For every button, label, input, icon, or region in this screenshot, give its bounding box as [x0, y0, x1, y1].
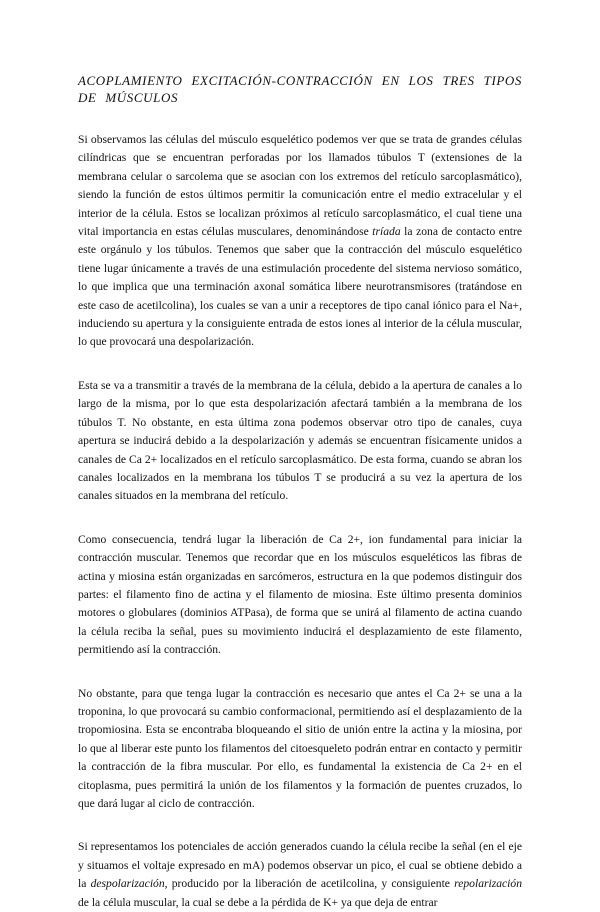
paragraph-3: Como consecuencia, tendrá lugar la liberación de Ca 2+, ion fundamental para iniciar la contracción muscular. Tenemos que recordar que en los músculos esqueléticos las fibras de actina y miosina están organizadas en sarcómeros, estructura en la que podemos distinguir dos partes: el filamento fino de actina y el filamento de miosina. Este último presenta dominios motores o globulares (dominios ATPasa), de forma que se unirá al filamento de actina cuando la célula reciba la señal, pues su movimiento inducirá el desplazamiento de este filamento, permitiendo así la contracción.	[78, 532, 522, 657]
paragraph-1	[78, 131, 522, 352]
paragraph-1-emphasis-triada: tríada	[372, 225, 401, 239]
paragraph-1-text-b: la zona de contacto entre este orgánulo y los túbulos. Tenemos que saber que la contracción del músculo esquelético tiene lugar únicamente a través de una estimulación procedente del sistema nervioso somático, lo que implica que una terminación axonal somática libere neurotransmisores (tratándose en este caso de acetilcolina), los cuales se van a unir a receptores de tipo canal iónico para el Na+, induciendo su apertura y la consiguiente entrada de estos iones al interior de la célula muscular, lo que provocará una despolarización.	[78, 225, 522, 349]
paragraph-5	[78, 838, 522, 912]
paragraph-1-text-a: Si observamos las células del músculo esquelético podemos ver que se trata de grandes células cilíndricas que se encuentran perforadas por los llamados túbulos T (extensiones de la membrana celular o sarcolema que se asocian con los extremos del retículo sarcoplasmático), siendo la función de estos últimos permitir la comunicación entre el medio extracelular y el interior de la célula. Estos se localizan próximos al retículo sarcoplasmático, el cual tiene una vital importancia en estas células musculares, denominándose	[78, 133, 522, 239]
paragraph-5-emphasis-repolarizacion: repolarización	[454, 877, 522, 891]
paragraph-2: Esta se va a transmitir a través de la membrana de la célula, debido a la apertura de canales a lo largo de la misma, por lo que esta despolarización afectará también a la membrana de los túbulos T. No obstante, en esta última zona podemos observar otro tipo de canales, cuya apertura se inducirá debido a la despolarización y además se encuentran físicamente unidos a canales de Ca 2+ localizados en el retículo sarcoplasmático. De esta forma, cuando se abran los canales localizados en la membrana los túbulos T se producirá a su vez la apertura de los canales situados en la membrana del retículo.	[78, 378, 522, 503]
paragraph-5-text-b: , producido por la liberación de acetilcolina, y consiguiente	[164, 877, 455, 891]
document-title: ACOPLAMIENTO EXCITACIÓN-CONTRACCIÓN EN LOS TRES TIPOS DE MÚSCULOS	[78, 73, 522, 105]
paragraph-5-emphasis-despolarizacion: despolarización	[90, 877, 165, 891]
paragraph-4: No obstante, para que tenga lugar la contracción es necesario que antes el Ca 2+ se una a la troponina, lo que provocará su cambio conformacional, permitiendo así el desplazamiento de la tropomiosina. Esta se encontraba bloqueando el sitio de unión entre la actina y la miosina, por lo que al liberar este punto los filamentos del citoesqueleto podrán entrar en contacto y permitir la contracción de la fibra muscular. Por ello, es fundamental la existencia de Ca 2+ en el citoplasma, pues permitirá la unión de los filamentos y la formación de puentes cruzados, lo que dará lugar al ciclo de contracción.	[78, 686, 522, 810]
paragraph-5-text-c: de la célula muscular, la cual se debe a la pérdida de K+ ya que deja de entrar	[78, 895, 438, 909]
paragraph-5-text-a: Si representamos los potenciales de acción generados cuando la célula recibe la señal (en el eje y situamos el voltaje expresado en mA) podemos observar un pico, el cual se obtiene debido a la	[78, 840, 522, 891]
